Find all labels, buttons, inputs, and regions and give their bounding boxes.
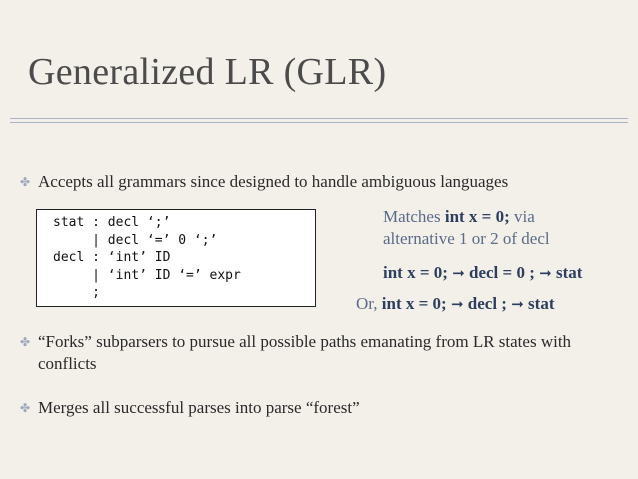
grammar-code-box [36, 209, 316, 307]
title-divider-top [10, 118, 628, 119]
bullet-item [8, 397, 628, 419]
code-line: | decl ‘=’ 0 ‘;’ [53, 232, 218, 248]
bullet-icon: ✤ [20, 335, 31, 349]
code-line: decl : ‘int’ ID [53, 250, 171, 265]
code-line: ; [53, 285, 100, 300]
bullet-item [8, 331, 628, 375]
arrow-icon: ➞ [539, 264, 552, 282]
title-divider-bottom [10, 122, 628, 123]
slide-title: Generalized LR (GLR) [28, 51, 387, 93]
code-line: stat : decl ‘;’ [53, 215, 171, 230]
code-line: | ‘int’ ID ‘=’ expr [53, 267, 241, 283]
derivation-1: int x = 0; ➞ decl = 0 ; ➞ stat [383, 263, 583, 282]
derivation-2: Or, int x = 0; ➞ decl ; ➞ stat [356, 294, 555, 313]
bullet-item [8, 171, 628, 193]
bullet-icon: ✤ [20, 175, 31, 189]
bullet-icon: ✤ [20, 401, 31, 415]
arrow-icon: ➞ [450, 295, 464, 313]
note-matches: Matches int x = 0; via [383, 207, 535, 226]
bullet-text: Merges all successful parses into parse “forest” [38, 398, 360, 417]
arrow-icon: ➞ [452, 264, 465, 282]
bullet-text: Accepts all grammars since designed to handle ambiguous languages [38, 172, 509, 191]
note-alternative: alternative 1 or 2 of decl [383, 229, 550, 248]
arrow-icon: ➞ [511, 295, 524, 313]
bullet-text: “Forks” subparsers to pursue all possible paths emanating from LR states with conflicts [38, 332, 572, 373]
